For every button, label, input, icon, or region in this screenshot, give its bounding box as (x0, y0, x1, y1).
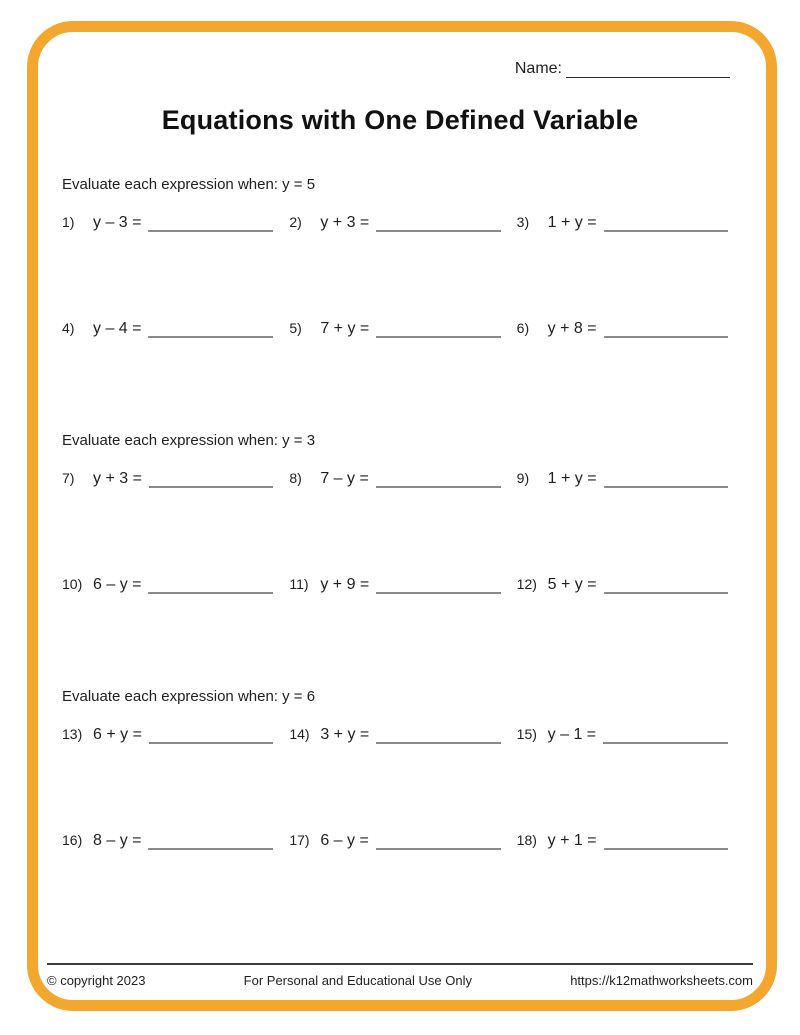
problem-expression: 5 + y = (547, 576, 597, 593)
footer-url: https://k12mathworksheets.com (570, 973, 753, 988)
problem-expression: 3 + y = (320, 726, 370, 743)
problem-number: 16) (62, 832, 83, 848)
problem-number: 11) (289, 576, 309, 592)
worksheet-title: Equations with One Defined Variable (161, 105, 639, 135)
problem-expression: y + 3 = (320, 214, 370, 231)
answer-blank (148, 336, 273, 338)
problem-3 (517, 212, 728, 233)
problem-expression: 8 – y = (93, 832, 142, 849)
problem-18 (517, 830, 728, 851)
problem-number: 2) (289, 214, 302, 230)
name-label: Name: (514, 60, 562, 77)
problem-expression: 7 + y = (320, 320, 370, 337)
problem-row (62, 830, 728, 851)
problem-expression: y + 3 = (93, 470, 142, 487)
problem-number: 17) (289, 832, 310, 848)
sections-container (62, 176, 728, 851)
problem-row (62, 318, 728, 339)
problem-expression: 6 + y = (93, 726, 142, 743)
problem-15 (517, 724, 728, 745)
problem-row (62, 724, 728, 745)
answer-blank (604, 486, 728, 488)
answer-blank (376, 848, 501, 850)
problem-number: 15) (516, 726, 537, 742)
problem-number: 3) (516, 214, 530, 230)
problem-expression: y – 3 = (93, 214, 142, 231)
answer-blank (376, 230, 500, 232)
problem-12 (517, 574, 728, 595)
problem-expression: 6 – y = (93, 576, 142, 593)
section-instruction: Evaluate each expression when: y = 3 (62, 432, 316, 449)
answer-blank (149, 486, 273, 488)
answer-blank (604, 336, 728, 338)
problem-11 (289, 574, 500, 595)
problem-number: 12) (516, 576, 537, 592)
answer-blank (148, 592, 273, 594)
answer-blank (604, 230, 728, 232)
problem-17 (289, 830, 500, 851)
problem-expression: 1 + y = (547, 214, 597, 231)
problem-number: 18) (516, 832, 537, 848)
answer-blank (604, 592, 728, 594)
problem-row (62, 468, 728, 489)
answer-blank (149, 742, 273, 744)
problem-row (62, 212, 728, 233)
footer-copyright: © copyright 2023 (47, 973, 146, 988)
answer-blank (376, 742, 500, 744)
footer (47, 963, 753, 988)
section-instruction: Evaluate each expression when: y = 5 (62, 176, 316, 193)
problem-expression: y – 4 = (93, 320, 142, 337)
name-blank-line (566, 62, 730, 78)
problem-expression: y + 8 = (547, 320, 597, 337)
problem-number: 6) (516, 320, 530, 336)
problem-expression: y + 1 = (547, 832, 597, 849)
problem-number: 7) (62, 470, 75, 486)
answer-blank (604, 848, 728, 850)
problem-expression: 6 – y = (320, 832, 369, 849)
problem-number: 8) (289, 470, 302, 486)
problem-expression: 7 – y = (320, 470, 369, 487)
problem-8 (289, 468, 500, 489)
problem-number: 10) (62, 576, 83, 592)
answer-blank (603, 742, 728, 744)
problem-7 (62, 468, 273, 489)
problem-1 (62, 212, 273, 233)
problem-5 (289, 318, 500, 339)
answer-blank (148, 230, 273, 232)
problem-16 (62, 830, 273, 851)
answer-blank (376, 336, 500, 338)
answer-blank (148, 848, 273, 850)
problem-4 (62, 318, 273, 339)
problem-number: 4) (62, 320, 75, 336)
footer-usage: For Personal and Educational Use Only (243, 973, 473, 988)
problem-number: 1) (62, 214, 75, 230)
answer-blank (376, 486, 501, 488)
name-row (515, 60, 730, 78)
problem-row (62, 574, 728, 595)
problem-13 (62, 724, 273, 745)
problem-9 (517, 468, 728, 489)
problem-expression: y + 9 = (320, 576, 370, 593)
section-instruction: Evaluate each expression when: y = 6 (62, 688, 316, 705)
problem-number: 5) (289, 320, 302, 336)
problem-2 (289, 212, 500, 233)
problem-expression: y – 1 = (547, 726, 597, 743)
problem-10 (62, 574, 273, 595)
problem-expression: 1 + y = (547, 470, 597, 487)
answer-blank (376, 592, 500, 594)
problem-6 (517, 318, 728, 339)
problem-14 (289, 724, 500, 745)
problem-number: 14) (289, 726, 310, 742)
problem-number: 13) (62, 726, 83, 742)
problem-number: 9) (516, 470, 530, 486)
